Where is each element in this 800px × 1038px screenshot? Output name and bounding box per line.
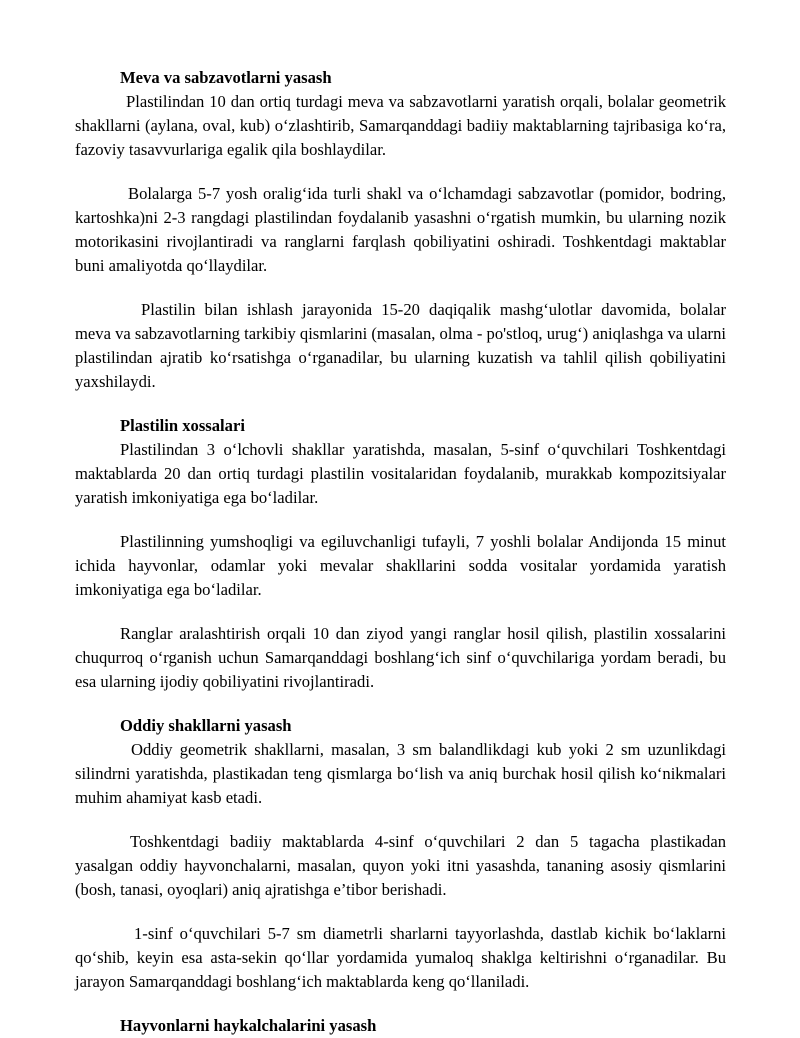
paragraph: Bolalarga 5-7 yosh oralig‘ida turli shakl va o‘lchamdagi sabzavotlar (pomidor, bodring, kartoshka)ni 2-3 rangdagi plastilindan foydalanib yasashni o‘rgatish mumkin, bu ularning nozik motorikasini rivojlantiradi va ranglarni farqlash qobiliyatini oshiradi. Toshkentdagi maktablar buni amaliyotda qo‘llaydilar. <box>75 184 726 275</box>
paragraph: Plastilindan 3 o‘lchovli shakllar yaratishda, masalan, 5-sinf o‘quvchilari Toshkentdagi maktablarda 20 dan ortiq turdagi plastilin vositalaridan foydalanib, murakkab kompozitsiyalar yaratish imkoniyatiga ega bo‘ladilar. <box>75 440 726 507</box>
paragraph: 1-sinf o‘quvchilari 5-7 sm diametrli sharlarni tayyorlashda, dastlab kichik bo‘laklarni qo‘shib, keyin esa asta-sekin qo‘llar yordamida yumaloq shaklga keltirishni o‘rganadilar. Bu jarayon Samarqanddagi boshlang‘ich maktablarda keng qo‘llaniladi. <box>75 924 726 991</box>
paragraph: Toshkentdagi badiiy maktablarda 4-sinf o‘quvchilari 2 dan 5 tagacha plastikadan yasalgan oddiy hayvonchalarni, masalan, quyon yoki itni yasashda, tananing asosiy qismlarini (bosh, tanasi, oyoqlari) aniq ajratishga e’tibor berishadi. <box>75 832 726 899</box>
paragraph: Plastilindan 10 dan ortiq turdagi meva va sabzavotlarni yaratish orqali, bolalar geometrik shakllarni (aylana, oval, kub) o‘zlashtirib, Samarqanddagi badiiy maktablarning tajribasiga ko‘ra, fazoviy tasavvurlariga egalik qila boshlaydilar. <box>75 92 726 159</box>
section-heading: Oddiy shakllarni yasash <box>120 716 292 735</box>
section-plastilin-xossalari <box>75 414 726 694</box>
paragraph: Plastilinning yumshoqligi va egiluvchanligi tufayli, 7 yoshli bolalar Andijonda 15 minut ichida hayvonlar, odamlar yoki mevalar shakllarini sodda vositalar yordamida yaratish imkoniyatiga ega bo‘ladilar. <box>75 532 726 599</box>
paragraph: Ranglar aralashtirish orqali 10 dan ziyod yangi ranglar hosil qilish, plastilin xossalarini chuqurroq o‘rganish uchun Samarqanddagi boshlang‘ich sinf o‘quvchilariga yordam beradi, bu esa ularning ijodiy qobiliyatini rivojlantiradi. <box>75 624 726 691</box>
section-heading: Plastilin xossalari <box>120 416 245 435</box>
section-meva-sabzavot <box>75 66 726 394</box>
section-hayvonlar <box>75 1014 726 1038</box>
document-page <box>75 66 726 1038</box>
paragraph: Oddiy geometrik shakllarni, masalan, 3 sm balandlikdagi kub yoki 2 sm uzunlikdagi silindrni yaratishda, plastikadan teng qismlarga bo‘lish va aniq burchak hosil qilish ko‘nikmalari muhim ahamiyat kasb etadi. <box>75 740 726 807</box>
paragraph: Plastilin bilan ishlash jarayonida 15-20 daqiqalik mashg‘ulotlar davomida, bolalar meva va sabzavotlarning tarkibiy qismlarini (masalan, olma - po'stloq, urug‘) aniqlashga va ularni plastilindan ajratib ko‘rsatishga o‘rganadilar, bu ularning kuzatish va tahlil qilish qobiliyatini yaxshilaydi. <box>75 300 726 391</box>
section-oddiy-shakllar <box>75 714 726 994</box>
section-heading: Meva va sabzavotlarni yasash <box>120 68 332 87</box>
section-heading: Hayvonlarni haykalchalarini yasash <box>120 1016 377 1035</box>
